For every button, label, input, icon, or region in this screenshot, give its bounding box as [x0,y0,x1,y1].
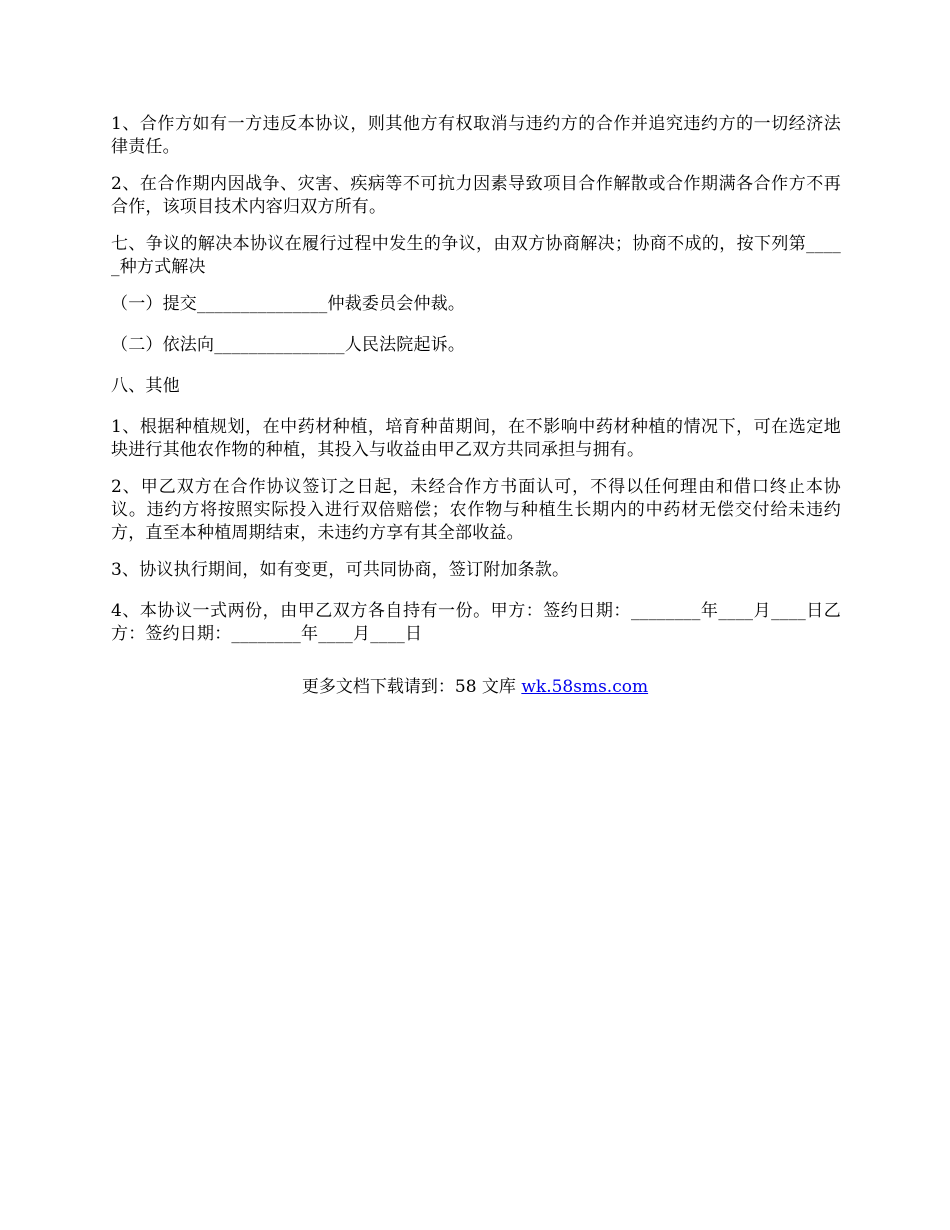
paragraph-court: （二）依法向_______________人民法院起诉。 [111,335,466,355]
footer-text: 更多文档下载请到：58 文库 [301,677,522,697]
paragraph-planting-plan: 1、根据种植规划，在中药材种植，培育种苗期间，在不影响中药材种植的情况下，可在选定地块进行其他农作物的种植，其投入与收益由甲乙双方共同承担与拥有。 [111,417,841,460]
document-body [111,113,841,660]
paragraph-termination: 2、甲乙双方在合作协议签订之日起，未经合作方书面认可，不得以任何理由和借口终止本协议。违约方将按照实际投入进行双倍赔偿；农作物与种植生长期内的中药材无偿交付给未违约方，直至本种植周期结束，未违约方享有其全部收益。 [111,477,841,543]
paragraph-signatures: 4、本协议一式两份，由甲乙双方各自持有一份。甲方：签约日期：________年____月____日乙方：签约日期：________年____月____日 [111,601,841,644]
footer-link[interactable]: wk.58sms.com [521,677,649,697]
paragraph-arbitration: （一）提交_______________仲裁委员会仲裁。 [111,294,466,314]
paragraph-dispute-resolution: 七、争议的解决本协议在履行过程中发生的争议，由双方协商解决；协商不成的，按下列第_____种方式解决 [111,234,841,277]
footer-download-note [0,676,950,699]
paragraph-breach-clause: 1、合作方如有一方违反本协议，则其他方有权取消与违约方的合作并追究违约方的一切经济法律责任。 [111,114,841,157]
paragraph-force-majeure: 2、在合作期内因战争、灾害、疾病等不可抗力因素导致项目合作解散或合作期满各合作方不再合作，该项目技术内容归双方所有。 [111,174,841,217]
section-heading-other: 八、其他 [111,376,180,396]
paragraph-amendments: 3、协议执行期间，如有变更，可共同协商，签订附加条款。 [111,560,570,580]
